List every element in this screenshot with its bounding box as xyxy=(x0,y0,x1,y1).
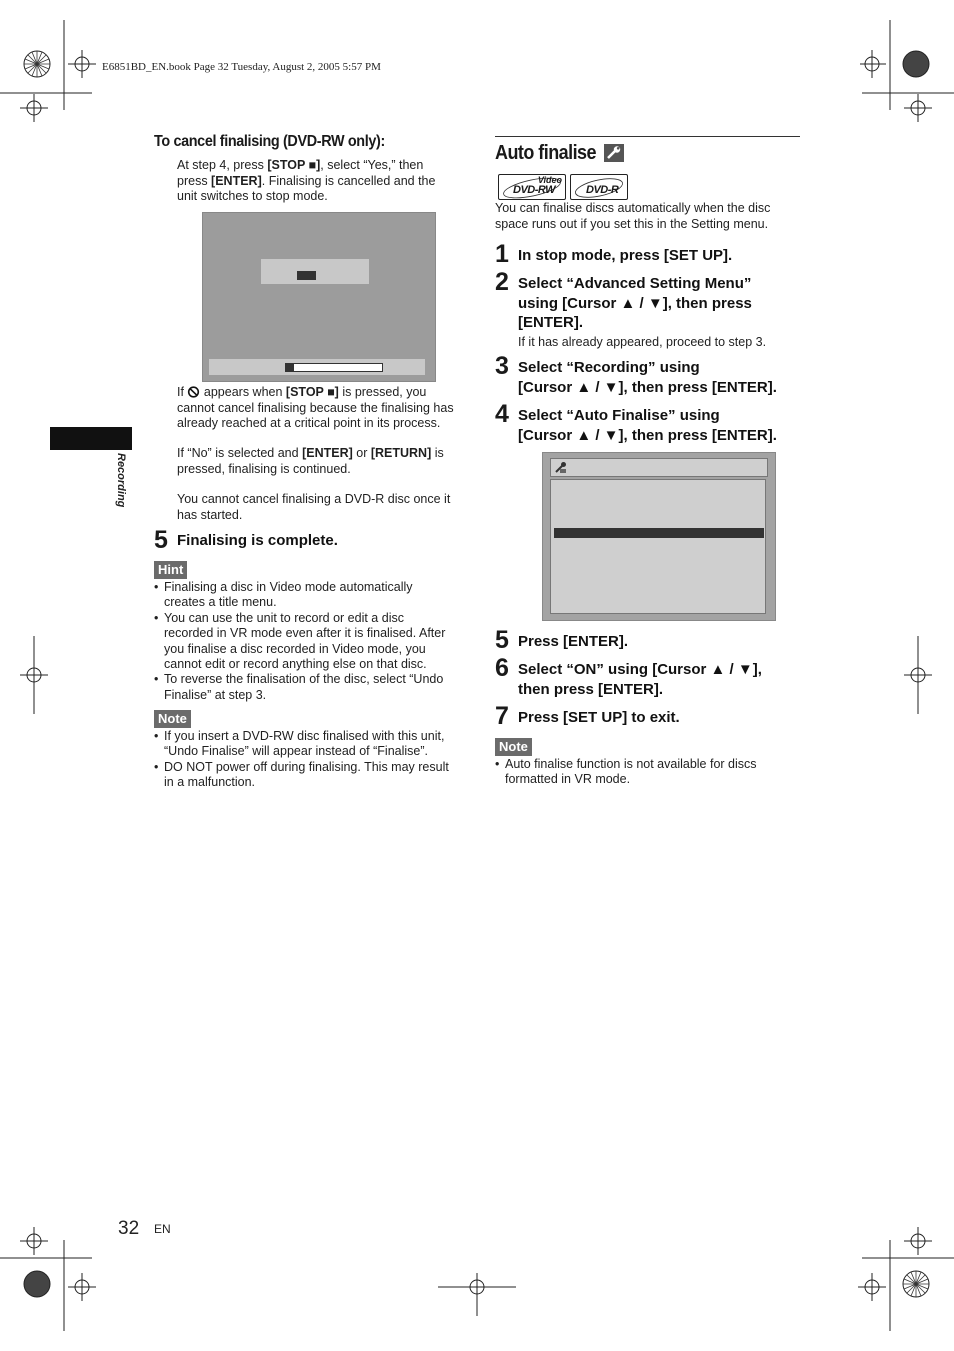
dvd-rw-video-badge: Video DVD-RW xyxy=(498,174,566,200)
progress-fill xyxy=(286,364,294,371)
page-number: 32 xyxy=(118,1218,140,1239)
step-2-subnote: If it has already appeared, proceed to step 3. xyxy=(518,335,767,349)
step-5-number: 5 xyxy=(154,526,168,554)
step-6-number: 6 xyxy=(495,654,509,682)
setting-wrench-icon xyxy=(604,144,624,162)
hint-item: • You can use the unit to record or edit a disc recorded in VR mode even after it is finalised. After you finalise a disc recorded in Video mode, you cannot edit or record anything else on that disc. xyxy=(154,611,464,673)
note-label-right: Note xyxy=(495,738,532,756)
dvd-r-badge: DVD-R xyxy=(570,174,628,200)
dialog-box xyxy=(261,259,369,284)
section-rule xyxy=(495,136,800,137)
note-item: • DO NOT power off during finalising. This may result in a malfunction. xyxy=(154,760,464,791)
language-code: EN xyxy=(154,1222,171,1236)
crosshair-tl xyxy=(68,50,96,78)
menu-highlighted-row xyxy=(554,528,764,538)
prohibited-icon xyxy=(187,386,200,398)
section-tab xyxy=(50,427,132,450)
step-7-text: Press [SET UP] to exit. xyxy=(518,709,680,726)
dialog-button-block xyxy=(297,271,316,280)
note-list-left xyxy=(154,729,464,791)
no-paragraph: If “No” is selected and [ENTER] or [RETURN] is pressed, finalising is continued. xyxy=(177,446,444,476)
section-tab-label: Recording xyxy=(115,453,127,508)
print-header: E6851BD_EN.book Page 32 Tuesday, August 2, 2005 5:57 PM xyxy=(102,61,381,73)
cancel-intro: At step 4, press [STOP ■], select “Yes,” then press [ENTER]. Finalising is cancelled and the unit switches to stop mode. xyxy=(177,158,436,203)
progress-bar-area xyxy=(209,359,425,375)
step-7-number: 7 xyxy=(495,702,509,730)
hint-item: • Finalising a disc in Video mode automatically creates a title menu. xyxy=(154,580,464,611)
rosette-tl xyxy=(24,51,50,77)
step-4-number: 4 xyxy=(495,400,509,428)
step-5-text: Finalising is complete. xyxy=(177,532,338,549)
step-6-text: Select “ON” using [Cursor ▲ / ▼], then press [ENTER]. xyxy=(518,661,762,698)
step-1-number: 1 xyxy=(495,240,509,268)
note-label-left: Note xyxy=(154,710,191,728)
setup-menu-illustration xyxy=(542,452,776,621)
hint-label: Hint xyxy=(154,561,187,579)
step-2-number: 2 xyxy=(495,268,509,296)
stop-paragraph: If appears when [STOP ■] is pressed, you cannot cancel finalising because the finalising has already reached at a critical point in its process. xyxy=(177,385,454,430)
finalising-screen-illustration xyxy=(202,212,436,382)
note-list-right xyxy=(495,757,805,788)
dvdr-paragraph: You cannot cancel finalising a DVD-R disc once it has started. xyxy=(177,492,451,522)
note-item: • If you insert a DVD-RW disc finalised with this unit, “Undo Finalise” will appear instead of “Finalise”. xyxy=(154,729,464,760)
auto-finalise-intro: You can finalise discs automatically when the disc space runs out if you set this in the Setting menu. xyxy=(495,201,771,231)
progress-bar xyxy=(285,363,383,372)
step-5r-text: Press [ENTER]. xyxy=(518,633,629,650)
step-1-text: In stop mode, press [SET UP]. xyxy=(518,247,733,264)
step-3-number: 3 xyxy=(495,352,509,380)
menu-setting-icon xyxy=(554,461,568,474)
note-item: • Auto finalise function is not available for discs formatted in VR mode. xyxy=(495,757,805,788)
section-title: Auto finalise xyxy=(495,142,596,164)
step-3-text: Select “Recording” using [Cursor ▲ / ▼], then press [ENTER]. xyxy=(518,359,777,396)
hint-list xyxy=(154,580,464,703)
step-4-text: Select “Auto Finalise” using [Cursor ▲ / ▼], then press [ENTER]. xyxy=(518,407,777,444)
menu-title-bar xyxy=(550,458,768,477)
step-2-text: Select “Advanced Setting Menu” using [Cursor ▲ / ▼], then press [ENTER]. xyxy=(518,275,752,331)
hint-item: • To reverse the finalisation of the disc, select “Undo Finalise” at step 3. xyxy=(154,672,464,703)
menu-body xyxy=(550,479,766,614)
step-5r-number: 5 xyxy=(495,626,509,654)
cancel-heading: To cancel finalising (DVD-RW only): xyxy=(154,133,385,150)
